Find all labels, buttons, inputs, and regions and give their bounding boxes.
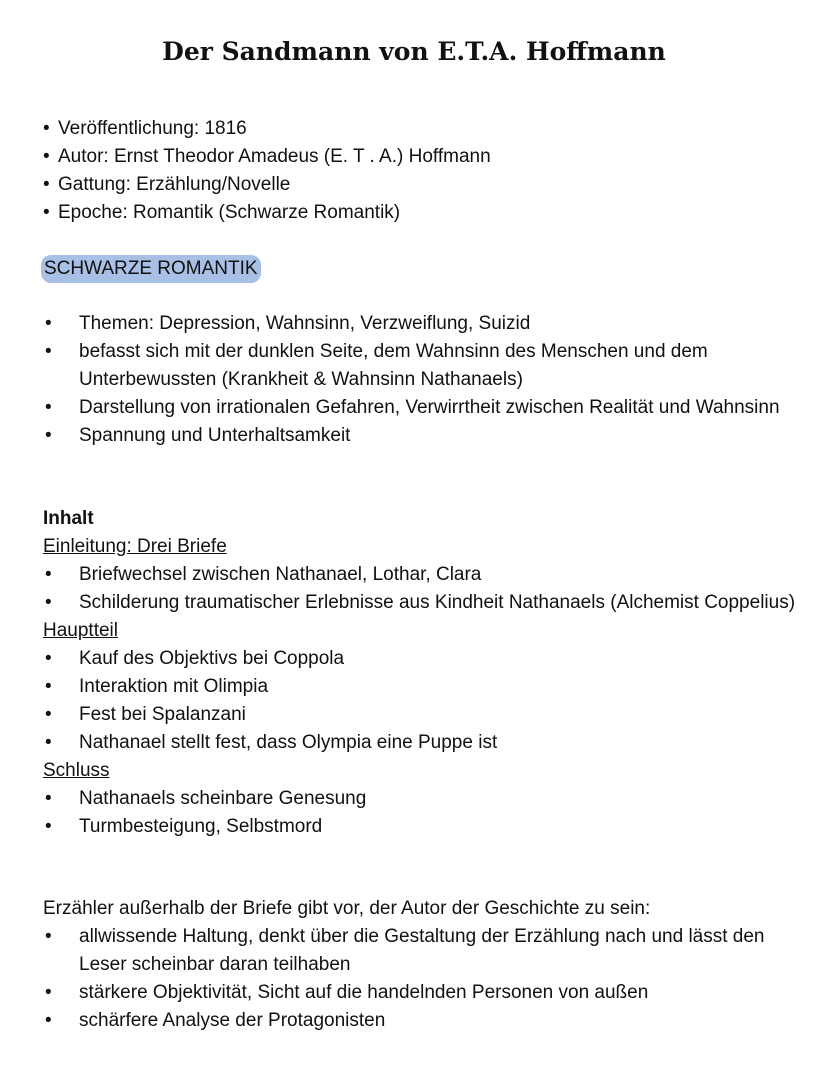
subsection-label: Einleitung: Drei Briefe bbox=[43, 536, 227, 557]
list-item: • Interaktion mit Olimpia bbox=[43, 673, 798, 701]
meta-item: • Autor: Ernst Theodor Amadeus (E. T . A.) Hoffmann bbox=[43, 143, 491, 171]
inhalt-section bbox=[43, 505, 798, 841]
list-item: • Turmbesteigung, Selbstmord bbox=[43, 813, 798, 841]
subsection-label: Hauptteil bbox=[43, 620, 118, 641]
schluss-list bbox=[43, 785, 798, 841]
einleitung-list bbox=[43, 561, 798, 617]
meta-item: • Gattung: Erzählung/Novelle bbox=[43, 171, 491, 199]
subsection-label: Schluss bbox=[43, 760, 110, 781]
erzaehler-section bbox=[43, 895, 798, 1035]
list-item: • Darstellung von irrationalen Gefahren, Verwirrtheit zwischen Realität und Wahnsinn bbox=[43, 394, 798, 422]
hauptteil-list bbox=[43, 645, 798, 757]
section-heading: Inhalt bbox=[43, 508, 94, 529]
list-item: • Spannung und Unterhaltsamkeit bbox=[43, 422, 798, 450]
page-title: Der Sandmann von E.T.A. Hoffmann bbox=[162, 37, 666, 66]
list-item: • befasst sich mit der dunklen Seite, dem Wahnsinn des Menschen und dem Unterbewussten (Krankheit & Wahnsinn Nathanaels) bbox=[43, 338, 798, 394]
list-item: • Briefwechsel zwischen Nathanael, Lothar, Clara bbox=[43, 561, 798, 589]
list-item: • Themen: Depression, Wahnsinn, Verzweiflung, Suizid bbox=[43, 310, 798, 338]
list-item: • Nathanaels scheinbare Genesung bbox=[43, 785, 798, 813]
meta-list bbox=[43, 115, 491, 227]
list-item: • schärfere Analyse der Protagonisten bbox=[43, 1007, 798, 1035]
schwarze-romantik-list bbox=[43, 310, 798, 450]
meta-item: • Epoche: Romantik (Schwarze Romantik) bbox=[43, 199, 491, 227]
section-heading-highlighted: SCHWARZE ROMANTIK bbox=[41, 255, 261, 283]
list-item: • stärkere Objektivität, Sicht auf die handelnden Personen von außen bbox=[43, 979, 798, 1007]
paragraph: Erzähler außerhalb der Briefe gibt vor, der Autor der Geschichte zu sein: bbox=[43, 898, 651, 919]
list-item: • Kauf des Objektivs bei Coppola bbox=[43, 645, 798, 673]
erzaehler-list bbox=[43, 923, 798, 1035]
meta-item: • Veröffentlichung: 1816 bbox=[43, 115, 491, 143]
list-item: • Fest bei Spalanzani bbox=[43, 701, 798, 729]
list-item: • Schilderung traumatischer Erlebnisse aus Kindheit Nathanaels (Alchemist Coppelius) bbox=[43, 589, 798, 617]
list-item: • Nathanael stellt fest, dass Olympia eine Puppe ist bbox=[43, 729, 798, 757]
list-item: • allwissende Haltung, denkt über die Gestaltung der Erzählung nach und lässt den Leser scheinbar daran teilhaben bbox=[43, 923, 798, 979]
